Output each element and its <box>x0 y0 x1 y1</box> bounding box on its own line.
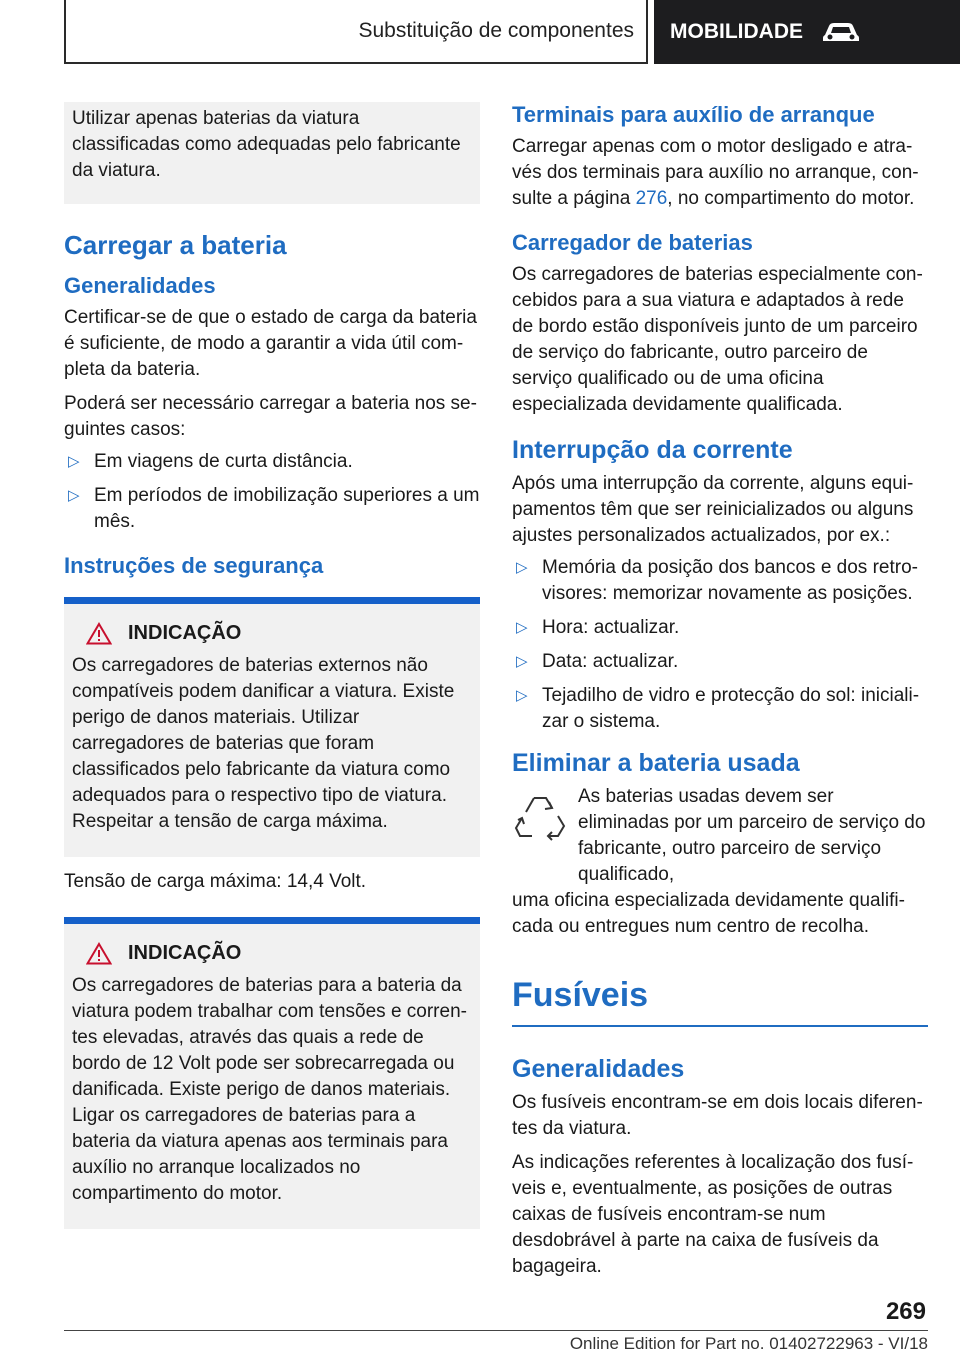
page-number: 269 <box>885 1298 926 1325</box>
right-column <box>512 102 928 1280</box>
triangle-bullet-icon: ▷ <box>68 453 80 470</box>
paragraph: Após uma interrupção da corrente, alguns equipamentos têm que ser reinicializados ou alguns ajustes personalizados actualizados, por ex.: <box>512 473 914 546</box>
intro-text: Utilizar apenas baterias da viatura classificadas como adequadas pelo fabricante da viatura. <box>72 108 461 181</box>
triangle-bullet-icon: ▷ <box>516 653 528 670</box>
heading-fuses: Fusíveis <box>512 976 649 1014</box>
warning-triangle-icon <box>86 942 112 965</box>
list-item: ▷ Hora: actualizar. <box>512 615 928 641</box>
warning-title: INDICAÇÃO <box>128 942 242 964</box>
bullet-list <box>512 555 928 735</box>
paragraph: Certificar-se de que o estado de carga da bateria é suficiente, de modo a garantir a vida útil completa da bateria. <box>64 307 477 380</box>
heading-charger: Carregador de baterias <box>512 230 753 255</box>
paragraph: Os carregadores de baterias especialmente concebidos para a sua viatura e adaptados à rede de bordo estão disponíveis junto de um parceiro de serviço do fabricante, outro parceiro de serviço qualificado ou de uma oficina especializada devidamente qualificada. <box>512 264 923 415</box>
recycle-icon <box>512 790 568 846</box>
list-item: ▷ Tejadilho de vidro e protecção do sol: inicializar o sistema. <box>516 685 920 732</box>
list-item: ▷ Em viagens de curta distância. <box>64 449 480 475</box>
paragraph: Carregar apenas com o motor desligado e através dos terminais para auxílio no arranque, consulte a página 276, no compartimento do motor. <box>512 136 919 209</box>
section-title: Substituição de componentes <box>358 19 634 42</box>
list-item: ▷ Data: actualizar. <box>512 649 928 675</box>
warning-triangle-icon <box>86 622 112 645</box>
warning-title: INDICAÇÃO <box>128 622 242 644</box>
left-column <box>64 102 480 1229</box>
paragraph: As indicações referentes à localização dos fusíveis e, eventualmente, as posições de outras caixas de fusíveis encontram-se num desdobrável à parte na caixa de fusíveis da bagageira. <box>512 1152 914 1277</box>
dispose-side-text: As baterias usadas devem ser eliminadas por um parceiro de serviço do fabricante, outro parceiro de serviço qualificado, <box>578 786 926 885</box>
heading-terminals: Terminais para auxílio de arranque <box>512 102 875 127</box>
warning-box <box>64 597 480 857</box>
warning-text: Os carregadores de baterias para a bateria da viatura podem trabalhar com tensões e correntes elevadas, através das quais a rede de bordo de 12 Volt pode ser sobrecarregada ou danificada. Existe perigo de danos materiais. Ligar os carregadores de baterias para a bateria da viatura apenas aos terminais para auxílio no arranque localizados no compartimento do motor. <box>72 975 467 1204</box>
paragraph: uma oficina especializada devidamente qualificada ou entregues num centro de recolha. <box>512 890 905 937</box>
warning-text: Os carregadores de baterias externos não compatíveis podem danificar a viatura. Existe perigo de danos materiais. Utilizar carregadores de baterias que foram classificados pelo fabricante da viatura como adequados para o respectivo tipo de viatura. Respeitar a tensão de carga máxima. <box>72 655 455 832</box>
page-link[interactable]: 276 <box>635 188 668 209</box>
voltage-text: Tensão de carga máxima: 14,4 Volt. <box>64 871 367 892</box>
intro-note <box>64 102 480 204</box>
triangle-bullet-icon: ▷ <box>516 559 528 576</box>
bullet-list <box>64 449 480 535</box>
car-icon <box>821 20 861 44</box>
triangle-bullet-icon: ▷ <box>516 619 528 636</box>
warning-box <box>64 917 480 1229</box>
heading-dispose: Eliminar a bateria usada <box>512 749 800 777</box>
header-chapter <box>654 0 960 64</box>
edition-text: Online Edition for Part no. 01402722963 - VI/18 <box>569 1334 928 1353</box>
heading-charge-battery: Carregar a bateria <box>64 230 287 260</box>
footer-divider <box>64 1330 928 1331</box>
heading-interrupt: Interrupção da corrente <box>512 436 793 464</box>
triangle-bullet-icon: ▷ <box>516 687 528 704</box>
dispose-block <box>512 784 928 888</box>
heading-general: Generalidades <box>512 1055 685 1083</box>
triangle-bullet-icon: ▷ <box>68 487 80 504</box>
paragraph: Os fusíveis encontram-se em dois locais diferentes da viatura. <box>512 1092 923 1139</box>
list-item: ▷ Memória da posição dos bancos e dos retrovisores: memorizar novamente as posições. <box>516 557 918 604</box>
divider <box>512 1025 928 1027</box>
paragraph: Poderá ser necessário carregar a bateria nos seguintes casos: <box>64 393 477 440</box>
header-section <box>64 0 648 64</box>
chapter-title: MOBILIDADE <box>670 20 803 43</box>
list-item: ▷ Em períodos de imobilização superiores a um mês. <box>68 485 480 532</box>
heading-safety: Instruções de segurança <box>64 553 324 578</box>
heading-general: Generalidades <box>64 273 216 298</box>
